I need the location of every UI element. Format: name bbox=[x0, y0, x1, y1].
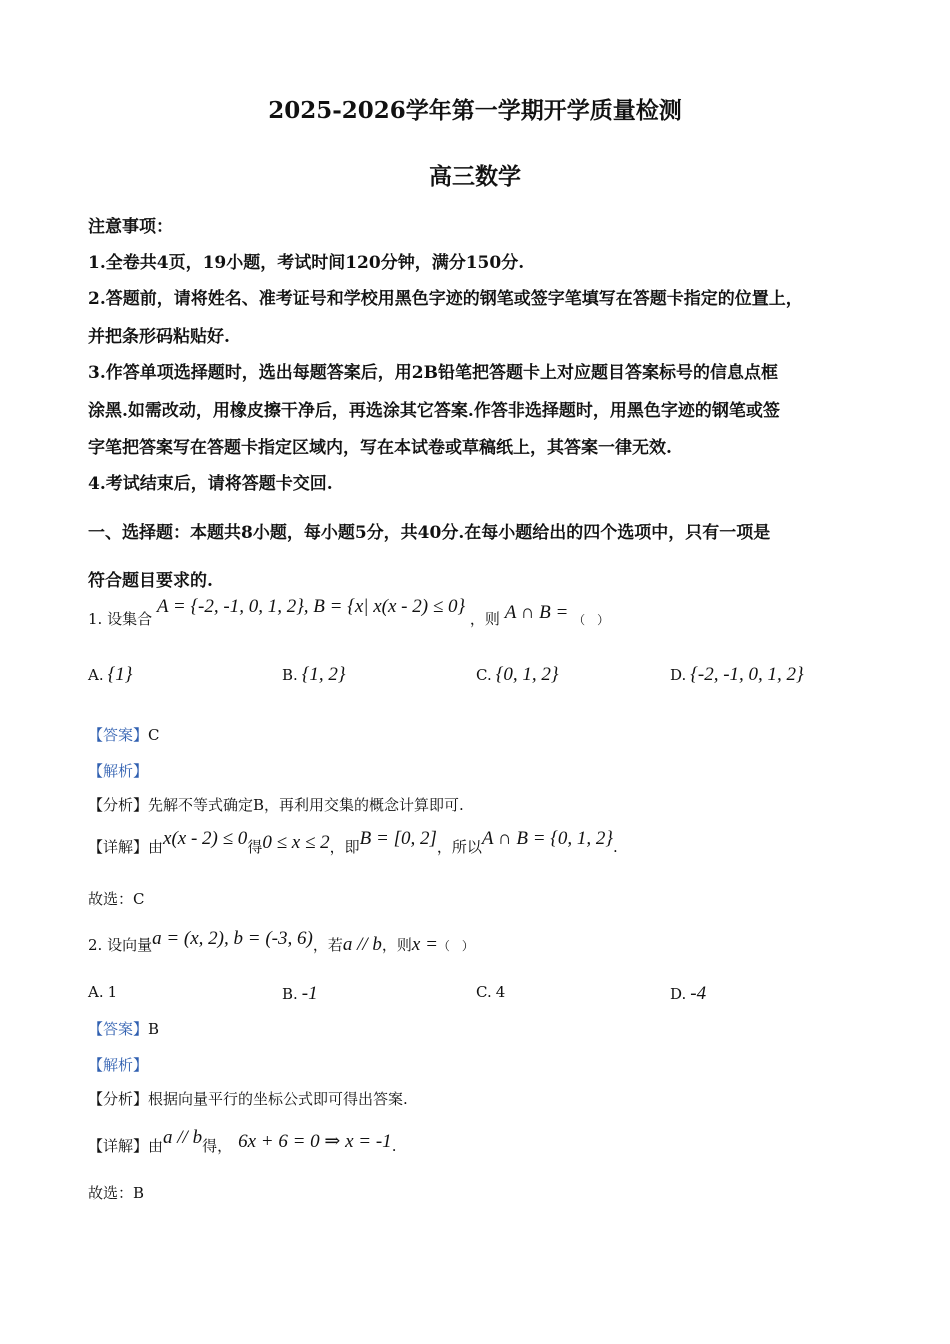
q1-prefix: 1. 设集合 bbox=[88, 610, 153, 628]
option-letter: B. bbox=[282, 666, 298, 684]
detail-tag: 【详解】 bbox=[88, 1137, 149, 1155]
option-letter: A. bbox=[88, 983, 104, 1001]
notice-heading: 注意事项： bbox=[88, 217, 173, 237]
q2-option-c bbox=[476, 983, 505, 1001]
detail-text: 由 bbox=[148, 838, 164, 856]
notice-item: 字笔把答案写在答题卡指定区域内，写在本试卷或草稿纸上，其答案一律无效. bbox=[88, 438, 672, 458]
detail-math: B = [0, 2] bbox=[359, 828, 437, 849]
q2-vector-definition: a = (x, 2), b = (-3, 6) bbox=[152, 928, 313, 949]
notice-item: 涂黑.如需改动，用橡皮擦干净后，再选涂其它答案.作答非选择题时，用黑色字迹的钢笔或签 bbox=[88, 401, 780, 421]
fenxi-text: 根据向量平行的坐标公式即可得出答案. bbox=[148, 1090, 408, 1108]
option-letter: A. bbox=[88, 666, 104, 684]
q1-answer bbox=[88, 724, 160, 745]
question-2 bbox=[88, 928, 474, 956]
notice-item: 1.全卷共4页，19小题，考试时间120分钟，满分150分. bbox=[88, 253, 525, 273]
q1-fenxi bbox=[88, 794, 464, 815]
q1-conclusion: 故选：C bbox=[88, 890, 145, 908]
option-expr: 4 bbox=[495, 983, 506, 1001]
section-heading-cont: 符合题目要求的. bbox=[88, 571, 213, 591]
q1-set-definition: A = {-2, -1, 0, 1, 2}, B = {x| x(x - 2) ≤ 0} bbox=[156, 596, 466, 617]
detail-text: 得 bbox=[247, 838, 263, 856]
detail-math: x(x - 2) ≤ 0 bbox=[163, 828, 248, 849]
section-heading: 一、选择题：本题共8小题，每小题5分，共40分.在每小题给出的四个选项中，只有一项是 bbox=[88, 523, 771, 543]
q2-mid1: ，若 bbox=[312, 936, 343, 954]
detail-math: A ∩ B = {0, 1, 2} bbox=[481, 828, 613, 849]
q1-ask: A ∩ B = bbox=[504, 602, 569, 623]
detail-math: 0 ≤ x ≤ 2 bbox=[262, 832, 330, 853]
exam-title: 2025-2026学年第一学期开学质量检测 bbox=[268, 97, 682, 124]
q2-option-d bbox=[670, 983, 706, 1005]
answer-tag: 【答案】 bbox=[88, 726, 149, 744]
option-expr: 1 bbox=[107, 983, 118, 1001]
answer-value: B bbox=[148, 1020, 160, 1038]
option-expr: {1, 2} bbox=[301, 664, 346, 685]
option-letter: B. bbox=[282, 985, 298, 1003]
option-expr: {-2, -1, 0, 1, 2} bbox=[690, 664, 804, 685]
option-letter: C. bbox=[476, 983, 492, 1001]
detail-text: . bbox=[612, 838, 618, 856]
option-expr: -4 bbox=[690, 983, 707, 1004]
option-letter: D. bbox=[670, 666, 687, 684]
q2-option-a bbox=[88, 983, 117, 1001]
q2-ask: x = bbox=[411, 934, 438, 955]
notice-item: 3.作答单项选择题时，选出每题答案后，用2B铅笔把答题卡上对应题目答案标号的信息点框 bbox=[88, 363, 778, 383]
option-expr: {1} bbox=[107, 664, 133, 685]
notice-item: 2.答题前，请将姓名、准考证号和学校用黑色字迹的钢笔或签字笔填写在答题卡指定的位置上， bbox=[88, 289, 803, 309]
notice-item: 4.考试结束后，请将答题卡交回. bbox=[88, 474, 333, 494]
q1-mid: ，则 bbox=[469, 610, 500, 628]
q2-analysis-tag: 【解析】 bbox=[88, 1056, 149, 1074]
detail-text: 得， bbox=[202, 1137, 233, 1155]
q2-prefix: 2. 设向量 bbox=[88, 936, 153, 954]
q1-detail bbox=[88, 828, 618, 858]
q2-fenxi bbox=[88, 1088, 408, 1109]
q1-option-a bbox=[88, 664, 132, 686]
detail-tag: 【详解】 bbox=[88, 838, 149, 856]
question-1 bbox=[88, 596, 610, 630]
q1-option-b bbox=[282, 664, 346, 686]
fenxi-tag: 【分析】 bbox=[88, 796, 149, 814]
detail-math: a // b bbox=[163, 1127, 203, 1148]
detail-math: 6x + 6 = 0 ⇒ x = -1 bbox=[238, 1131, 392, 1152]
q2-detail bbox=[88, 1127, 397, 1157]
detail-text: 由 bbox=[148, 1137, 164, 1155]
option-letter: D. bbox=[670, 985, 687, 1003]
option-letter: C. bbox=[476, 666, 492, 684]
q2-paren: （ ） bbox=[437, 939, 474, 953]
fenxi-text: 先解不等式确定B，再利用交集的概念计算即可. bbox=[148, 796, 464, 814]
subject-title: 高三数学 bbox=[429, 163, 521, 190]
q2-option-b bbox=[282, 983, 318, 1005]
q1-option-d bbox=[670, 664, 804, 686]
detail-text: ，即 bbox=[329, 838, 360, 856]
fenxi-tag: 【分析】 bbox=[88, 1090, 149, 1108]
detail-text: . bbox=[391, 1137, 397, 1155]
answer-tag: 【答案】 bbox=[88, 1020, 149, 1038]
q1-option-c bbox=[476, 664, 558, 686]
answer-value: C bbox=[148, 726, 160, 744]
option-expr: {0, 1, 2} bbox=[495, 664, 559, 685]
option-expr: -1 bbox=[301, 983, 318, 1004]
notice-item: 并把条形码粘贴好. bbox=[88, 327, 230, 347]
q2-condition: a // b bbox=[342, 934, 382, 955]
q2-conclusion: 故选：B bbox=[88, 1184, 145, 1202]
q2-mid2: ，则 bbox=[381, 936, 412, 954]
detail-text: ，所以 bbox=[436, 838, 482, 856]
q1-paren: （ ） bbox=[573, 613, 610, 627]
q1-analysis-tag: 【解析】 bbox=[88, 762, 149, 780]
q2-answer bbox=[88, 1018, 159, 1039]
